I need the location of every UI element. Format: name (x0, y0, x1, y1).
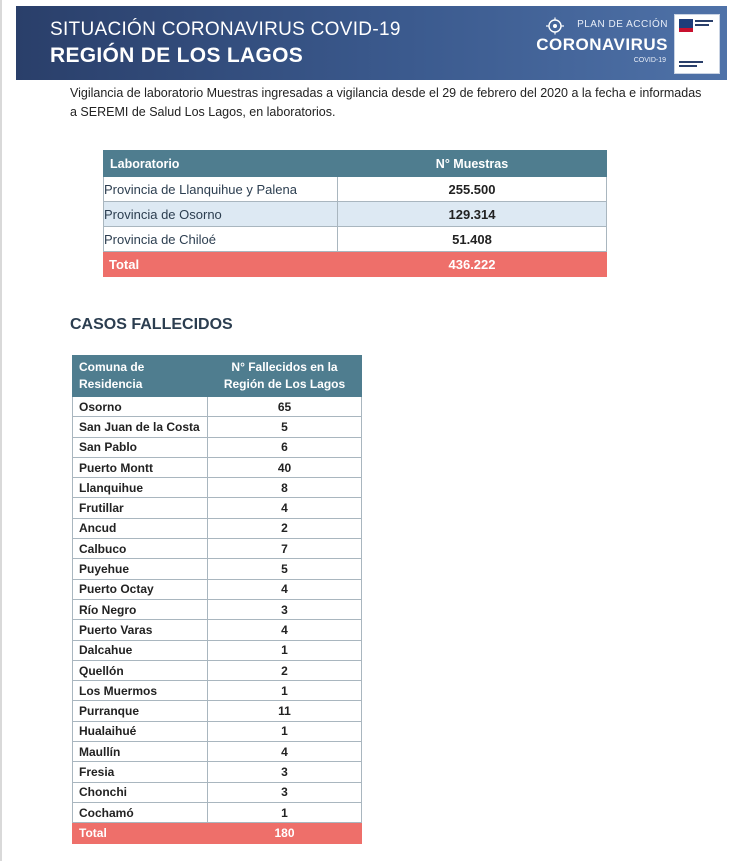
table-row (73, 457, 362, 477)
comuna-name: Fresia (73, 762, 208, 782)
comuna-name: Hualaihué (73, 721, 208, 741)
report-header (16, 6, 727, 80)
total-row (73, 823, 362, 843)
comuna-value: 4 (208, 620, 362, 640)
total-label: Total (104, 252, 338, 277)
table-row (73, 518, 362, 538)
logo-line (695, 20, 713, 22)
flag-red (679, 28, 693, 32)
plan-main-label: CORONAVIRUS (536, 35, 668, 54)
comuna-value: 1 (208, 721, 362, 741)
table-row (73, 762, 362, 782)
lab-name: Provincia de Osorno (104, 202, 338, 227)
lab-value: 51.408 (338, 227, 607, 252)
table-header-row (73, 356, 362, 397)
table-row (73, 498, 362, 518)
comuna-name: Puerto Montt (73, 457, 208, 477)
comuna-value: 65 (208, 397, 362, 417)
comuna-value: 11 (208, 701, 362, 721)
comuna-name: Osorno (73, 397, 208, 417)
comuna-name: Chonchi (73, 782, 208, 802)
page-edge (0, 0, 2, 861)
col-header-fallecidos: N° Fallecidos en la Región de Los Lagos (208, 356, 362, 397)
table-row (73, 681, 362, 701)
comuna-value: 3 (208, 599, 362, 619)
table-row (73, 782, 362, 802)
covid-plan-icon (544, 17, 566, 35)
gobierno-de-chile-logo (674, 14, 720, 74)
comuna-value: 3 (208, 762, 362, 782)
comuna-name: Puerto Varas (73, 620, 208, 640)
table-row (73, 559, 362, 579)
table-row (73, 721, 362, 741)
comuna-value: 4 (208, 579, 362, 599)
col-header-laboratorio: Laboratorio (104, 151, 338, 177)
plan-label: PLAN DE ACCIÓN (577, 19, 668, 30)
comuna-name: Puerto Octay (73, 579, 208, 599)
table-row (73, 620, 362, 640)
comuna-value: 5 (208, 417, 362, 437)
table-row (73, 660, 362, 680)
lab-value: 129.314 (338, 202, 607, 227)
comuna-value: 4 (208, 742, 362, 762)
table-row (73, 397, 362, 417)
lab-value: 255.500 (338, 177, 607, 202)
table-row (73, 599, 362, 619)
logo-line (679, 61, 703, 63)
comuna-name: Frutillar (73, 498, 208, 518)
comuna-value: 8 (208, 478, 362, 498)
comuna-name: Puyehue (73, 559, 208, 579)
plan-de-accion-logo (508, 17, 668, 73)
section-title: CASOS FALLECIDOS (70, 316, 233, 333)
table-row (73, 417, 362, 437)
plan-sub-label: COVID-19 (633, 57, 666, 64)
comuna-value: 4 (208, 498, 362, 518)
comuna-name: San Juan de la Costa (73, 417, 208, 437)
comuna-name: Calbuco (73, 539, 208, 559)
col-header-muestras: N° Muestras (338, 151, 607, 177)
lab-name: Provincia de Chiloé (104, 227, 338, 252)
table-row (73, 802, 362, 822)
table-row (73, 539, 362, 559)
table-row (104, 202, 607, 227)
intro-paragraph: Vigilancia de laboratorio Muestras ingresadas a vigilancia desde el 29 de febrero del 2020 a la fecha e informadas a SEREMI de Salud Los Lagos, en laboratorios. (70, 86, 702, 119)
lab-name: Provincia de Llanquihue y Palena (104, 177, 338, 202)
table-row (73, 437, 362, 457)
total-row (104, 252, 607, 277)
comuna-value: 3 (208, 782, 362, 802)
logo-line (695, 24, 709, 26)
table-row (73, 640, 362, 660)
laboratorio-table (103, 150, 607, 277)
header-title-line2: REGIÓN DE LOS LAGOS (50, 44, 304, 67)
table-row (104, 227, 607, 252)
table-row (73, 579, 362, 599)
comuna-value: 2 (208, 660, 362, 680)
comuna-value: 1 (208, 681, 362, 701)
comuna-value: 2 (208, 518, 362, 538)
total-label: Total (73, 823, 208, 843)
col-header-comuna: Comuna de Residencia (73, 356, 208, 397)
comuna-value: 40 (208, 457, 362, 477)
comuna-value: 6 (208, 437, 362, 457)
comuna-name: Los Muermos (73, 681, 208, 701)
comuna-value: 1 (208, 802, 362, 822)
comuna-name: Maullín (73, 742, 208, 762)
table-row (73, 742, 362, 762)
comuna-value: 1 (208, 640, 362, 660)
table-row (73, 478, 362, 498)
comuna-name: Ancud (73, 518, 208, 538)
comuna-value: 5 (208, 559, 362, 579)
flag-blue (679, 19, 693, 28)
comuna-name: Llanquihue (73, 478, 208, 498)
comuna-value: 7 (208, 539, 362, 559)
table-header-row (104, 151, 607, 177)
comuna-name: Dalcahue (73, 640, 208, 660)
table-row (73, 701, 362, 721)
total-value: 436.222 (338, 252, 607, 277)
comuna-name: Río Negro (73, 599, 208, 619)
header-title-line1: SITUACIÓN CORONAVIRUS COVID-19 (50, 19, 401, 40)
comuna-name: Purranque (73, 701, 208, 721)
comuna-name: Cochamó (73, 802, 208, 822)
table-row (104, 177, 607, 202)
comuna-name: Quellón (73, 660, 208, 680)
total-value: 180 (208, 823, 362, 843)
fallecidos-table (72, 355, 362, 844)
logo-line (679, 65, 697, 67)
comuna-name: San Pablo (73, 437, 208, 457)
